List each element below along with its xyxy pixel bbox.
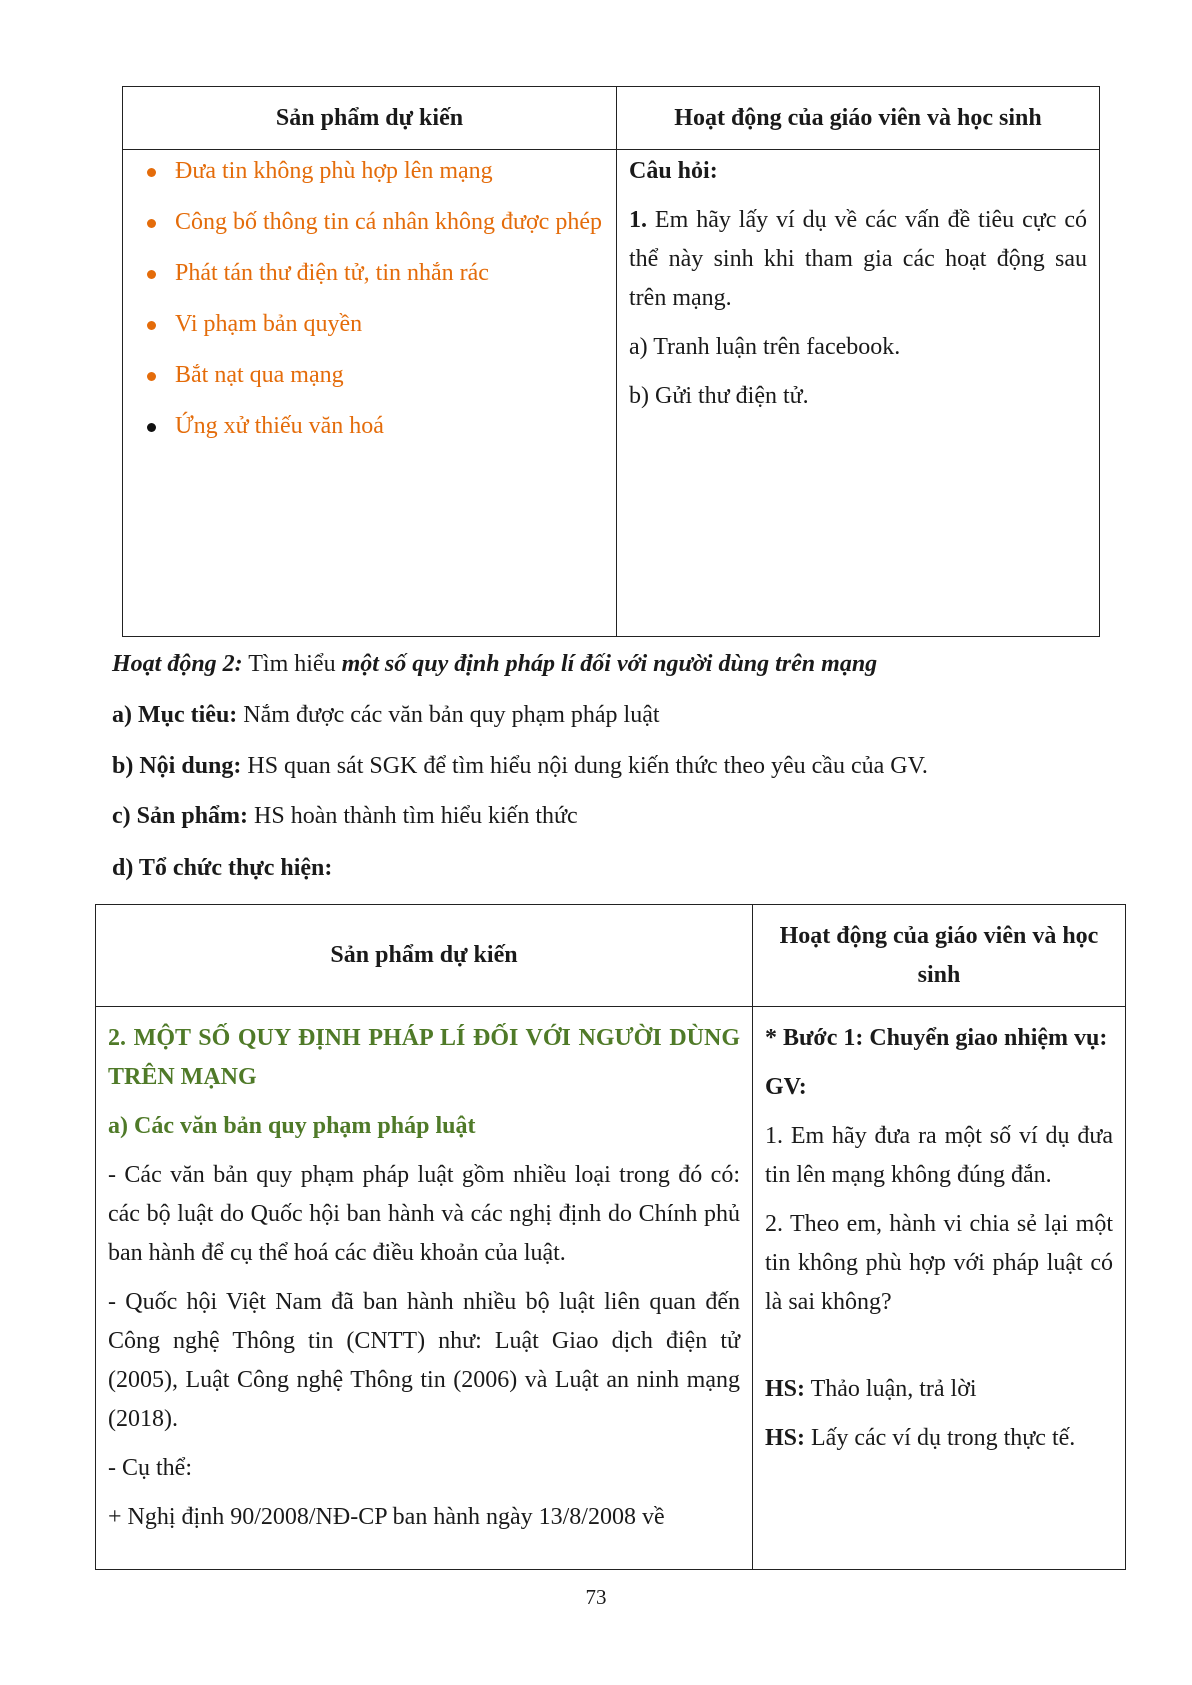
table1-activity-cell <box>617 150 1100 637</box>
paragraph-2: - Quốc hội Việt Nam đã ban hành nhiều bộ luật liên quan đến Công nghệ Thông tin (CNTT) như: Luật Giao dịch điện tử (2005), Luật Công nghệ Thông tin (2006) và Luật an ninh mạng (2018). <box>108 1289 740 1432</box>
sub-title: a) Các văn bản quy phạm pháp luật <box>108 1113 476 1139</box>
bullet-list <box>123 150 616 446</box>
bullet-icon <box>147 219 156 228</box>
table2-header-right: Hoạt động của giáo viên và học sinh <box>753 905 1126 1007</box>
gv-label: GV: <box>765 1074 807 1100</box>
question-1b: b) Gửi thư điện tử. <box>629 383 809 409</box>
page-number: 73 <box>585 1585 607 1609</box>
section-title: 2. MỘT SỐ QUY ĐỊNH PHÁP LÍ ĐỐI VỚI NGƯỜI DÙNG TRÊN MẠNG <box>108 1025 740 1090</box>
table-2 <box>95 904 1126 1570</box>
question-1a: a) Tranh luận trên facebook. <box>629 334 901 360</box>
hs-response-2: HS: Lấy các ví dụ trong thực tế. <box>765 1425 1076 1451</box>
activity-2-title: Hoạt động 2: Tìm hiểu một số quy định pháp lí đối với người dùng trên mạng <box>112 651 878 677</box>
list-item: Vi phạm bản quyền <box>123 305 606 344</box>
table-1 <box>122 86 1100 637</box>
list-item: Bắt nạt qua mạng <box>123 356 606 395</box>
table1-header-right: Hoạt động của giáo viên và học sinh <box>617 87 1100 150</box>
goal-b: b) Nội dung: HS quan sát SGK để tìm hiểu nội dung kiến thức theo yêu cầu của GV. <box>112 753 928 779</box>
question-1: 1. Em hãy lấy ví dụ về các vấn đề tiêu cực có thể này sinh khi tham gia các hoạt động sau trên mạng. <box>629 207 1087 311</box>
bullet-icon <box>147 168 156 177</box>
step-1: * Bước 1: Chuyển giao nhiệm vụ: <box>765 1025 1108 1051</box>
paragraph-1: - Các văn bản quy phạm pháp luật gồm nhiều loại trong đó có: các bộ luật do Quốc hội ban hành và các nghị định do Chính phủ ban hành để cụ thể hoá các điều khoản của luật. <box>108 1162 740 1266</box>
question-heading: Câu hỏi: <box>629 158 718 184</box>
bullet-icon <box>147 423 156 432</box>
hs-response-1: HS: Thảo luận, trả lời <box>765 1376 977 1402</box>
bullet-icon <box>147 270 156 279</box>
goal-c: c) Sản phẩm: HS hoàn thành tìm hiểu kiến thức <box>112 803 578 829</box>
list-item: Phát tán thư điện tử, tin nhắn rác <box>123 254 606 293</box>
bullet-icon <box>147 321 156 330</box>
list-item: Công bố thông tin cá nhân không được phép <box>123 203 606 242</box>
paragraph-4: + Nghị định 90/2008/NĐ-CP ban hành ngày 13/8/2008 về <box>108 1504 665 1530</box>
table2-product-cell <box>96 1007 753 1570</box>
table1-product-cell <box>123 150 617 637</box>
table2-header-left: Sản phẩm dự kiến <box>96 905 753 1007</box>
task-2: 2. Theo em, hành vi chia sẻ lại một tin không phù hợp với pháp luật có là sai không? <box>765 1211 1113 1315</box>
list-item: Ứng xử thiếu văn hoá <box>123 407 606 446</box>
table1-header-left: Sản phẩm dự kiến <box>123 87 617 150</box>
goal-d: d) Tổ chức thực hiện: <box>112 855 333 881</box>
task-1: 1. Em hãy đưa ra một số ví dụ đưa tin lên mạng không đúng đắn. <box>765 1123 1113 1188</box>
goal-a: a) Mục tiêu: Nắm được các văn bản quy phạm pháp luật <box>112 702 660 728</box>
bullet-icon <box>147 372 156 381</box>
list-item: Đưa tin không phù hợp lên mạng <box>123 152 606 191</box>
table2-activity-cell <box>753 1007 1126 1570</box>
paragraph-3: - Cụ thể: <box>108 1455 192 1481</box>
